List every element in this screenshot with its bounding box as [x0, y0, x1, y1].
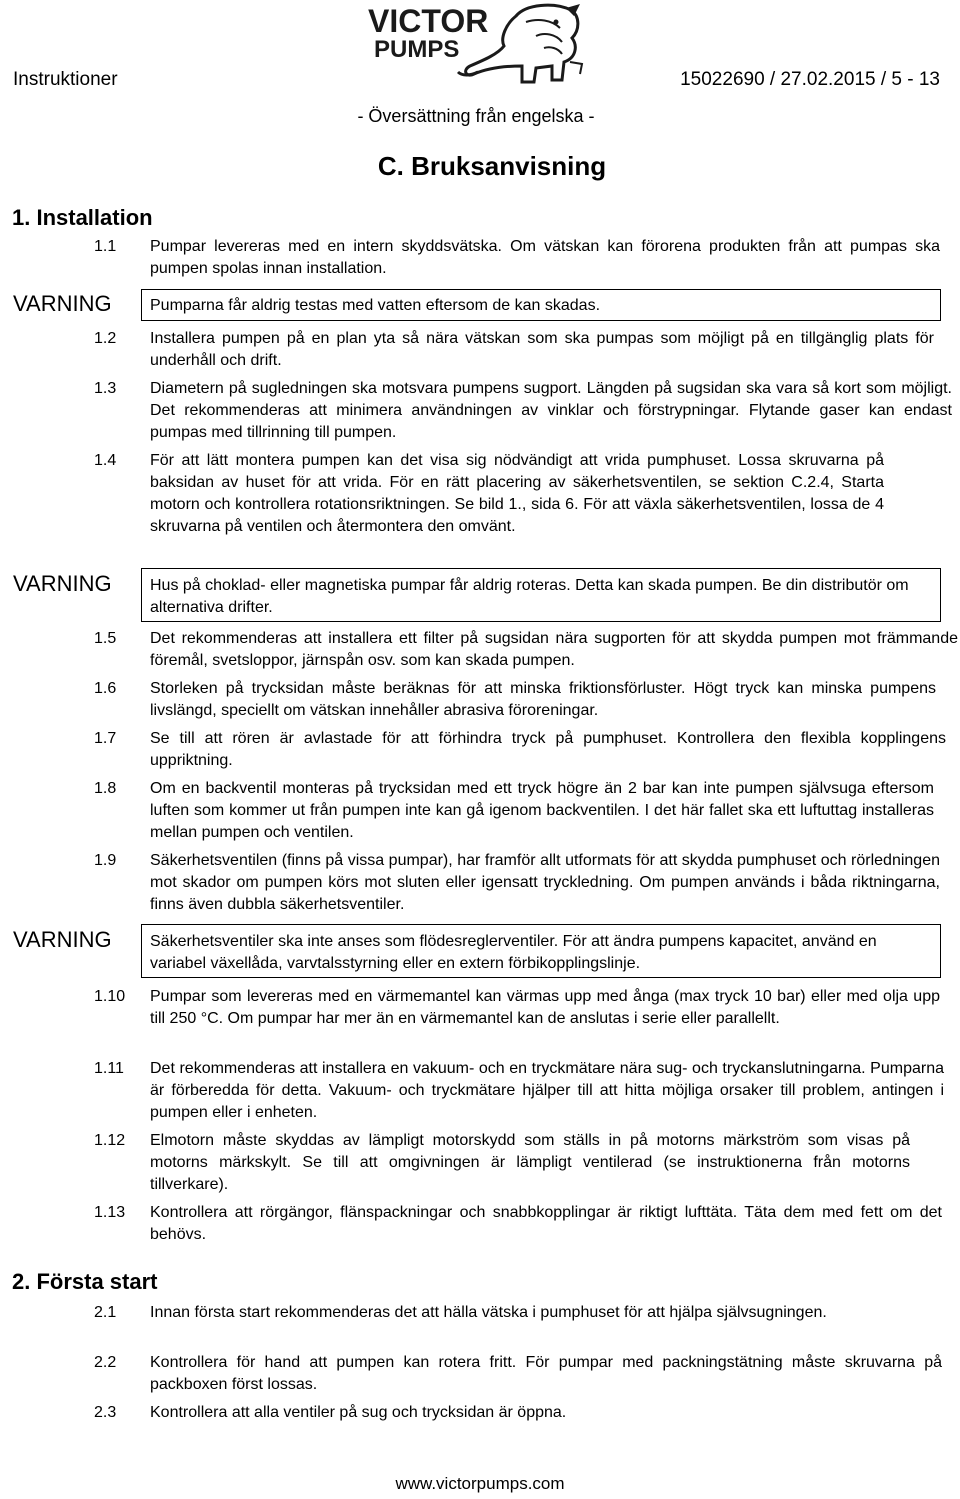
item-text: Det rekommenderas att installera ett filter på sugsidan nära sugporten för att skydda pumpen mot främmande föremål, svetsloppor, järnspån osv. som kan skada pumpen. — [150, 630, 958, 669]
warning-box — [141, 289, 941, 321]
item-text: Elmotorn måste skyddas av lämpligt motorskydd som ställs in på motorns märkström som visas på motorns märkskylt. Se till att omgivningen är lämpligt ventilerad (se instruktionerna från motorns tillverkare). — [150, 1132, 910, 1193]
item-text: Det rekommenderas att installera en vakuum- och en tryckmätare nära sug- och tryckanslutningarna. Pumparna är förberedda för detta. Vakuum- och tryckmätare hjälper till att hitta möjliga orsaker till problem, antingen i pumpen eller i enheten. — [150, 1060, 944, 1121]
item-number: 1.6 — [94, 680, 117, 697]
item-number: 1.5 — [94, 630, 117, 647]
item-text: För att lätt montera pumpen kan det visa sig nödvändigt att vrida pumphuset. Lossa skruvarna på baksidan av huset för att vrida. För en rätt placering av säkerhetsventilen, se sektion C.2.4, Starta motorn och kontrollera rotationsriktningen. Se bild 1., sida 6. För att växla säkerhetsventilen, lossa de 4 skruvarna på ventilen och återmontera den omvänt. — [150, 452, 884, 535]
elephant-logo-icon — [366, 2, 586, 88]
item-text: Installera pumpen på en plan yta så nära vätskan som ska pumpas som möjligt på en tillgänglig plats för underhåll och drift. — [150, 330, 934, 369]
item-text: Om en backventil monteras på trycksidan med ett tryck högre än 2 bar kan inte pumpen självsuga eftersom luften som kommer ut från pumpen inte kan gå igenom backventilen. I det här fallet ska ett luftuttag installeras mellan pumpen och ventilen. — [150, 780, 934, 841]
item-text: Storleken på trycksidan måste beräknas för att minska friktionsförluster. Högt tryck kan minska pumpens livslängd, speciellt om vätskan innehåller abrasiva föroreningar. — [150, 680, 936, 719]
footer-website: www.victorpumps.com — [395, 1474, 565, 1493]
item-number: 1.13 — [94, 1204, 126, 1221]
svg-text:VICTOR: VICTOR — [368, 3, 489, 39]
item-number: 1.11 — [94, 1060, 124, 1077]
header-left: Instruktioner — [13, 69, 118, 90]
warning-text: Pumparna får aldrig testas med vatten eftersom de kan skadas. — [150, 297, 601, 314]
svg-text:PUMPS: PUMPS — [374, 36, 460, 63]
item-number: 1.7 — [94, 730, 117, 747]
translation-note: - Översättning från engelska - — [357, 106, 595, 126]
item-number: 1.1 — [94, 238, 117, 255]
warning-box — [141, 924, 941, 978]
item-number: 1.10 — [94, 988, 126, 1005]
warning-text: Säkerhetsventiler ska inte anses som flödesreglerventiler. För att ändra pumpens kapacitet, använd en variabel växellåda, varvtalsstyrning eller en extern förbikopplingslinje. — [150, 933, 877, 972]
item-text: Säkerhetsventilen (finns på vissa pumpar), har framför allt utformats för att skydda pumphuset och rörledningen mot skador om pumpen körs mot sluten eller igensatt tryckledning. Om pumpen används i båda riktningarna, finns även dubbla säkerhetsventiler. — [150, 852, 940, 913]
item-text: Se till att rören är avlastade för att förhindra tryck på pumphuset. Kontrollera den flexibla kopplingens uppriktning. — [150, 730, 946, 769]
item-number: 1.3 — [94, 380, 117, 397]
item-text: Kontrollera att rörgängor, flänspackningar och snabbkopplingar är riktigt lufttäta. Täta dem med fett om det behövs. — [150, 1204, 942, 1243]
item-text: Kontrollera att alla ventiler på sug och trycksidan är öppna. — [150, 1404, 567, 1421]
item-text: Diametern på sugledningen ska motsvara pumpens sugport. Längden på sugsidan ska vara så kort som möjligt. Det rekommenderas att minimera användningen av vinklar och förstrypningar. Flytande gaser kan endast pumpas med tillrinning till pumpen. — [150, 380, 952, 441]
warning-text: Hus på choklad- eller magnetiska pumpar får aldrig roteras. Detta kan skada pumpen. Be din distributör om alternativa drifter. — [150, 577, 909, 616]
item-number: 1.9 — [94, 852, 117, 869]
warning-label: VARNING — [13, 927, 112, 952]
item-text: Innan första start rekommenderas det att hälla vätska i pumphuset för att hjälpa självsugningen. — [150, 1304, 827, 1321]
item-number: 1.8 — [94, 780, 117, 797]
item-number: 2.1 — [94, 1304, 117, 1321]
warning-label: VARNING — [13, 291, 112, 316]
warning-box — [141, 568, 941, 622]
item-number: 1.4 — [94, 452, 117, 469]
warning-label: VARNING — [13, 571, 112, 596]
item-text: Pumpar levereras med en intern skyddsvätska. Om vätskan kan förorena produkten från att pumpas ska pumpen spolas innan installation. — [150, 238, 940, 277]
item-text: Kontrollera för hand att pumpen kan rotera fritt. För pumpar med packningstätning måste skruvarna på packboxen först lossas. — [150, 1354, 942, 1393]
item-number: 2.3 — [94, 1404, 117, 1421]
document-title: C. Bruksanvisning — [377, 151, 607, 181]
section-heading-first-start: 2. Första start — [12, 1269, 158, 1294]
header-doc-number: 15022690 / 27.02.2015 / 5 - 13 — [680, 69, 940, 90]
section-heading-installation: 1. Installation — [12, 205, 153, 230]
item-text: Pumpar som levereras med en värmemantel kan värmas upp med ånga (max tryck 10 bar) eller med olja upp till 250 °C. Om pumpar har mer än en värmemantel kan de anslutas i serie eller parallellt. — [150, 988, 940, 1027]
victor-pumps-logo — [366, 2, 586, 88]
item-number: 1.12 — [94, 1132, 126, 1149]
item-number: 2.2 — [94, 1354, 117, 1371]
item-number: 1.2 — [94, 330, 117, 347]
